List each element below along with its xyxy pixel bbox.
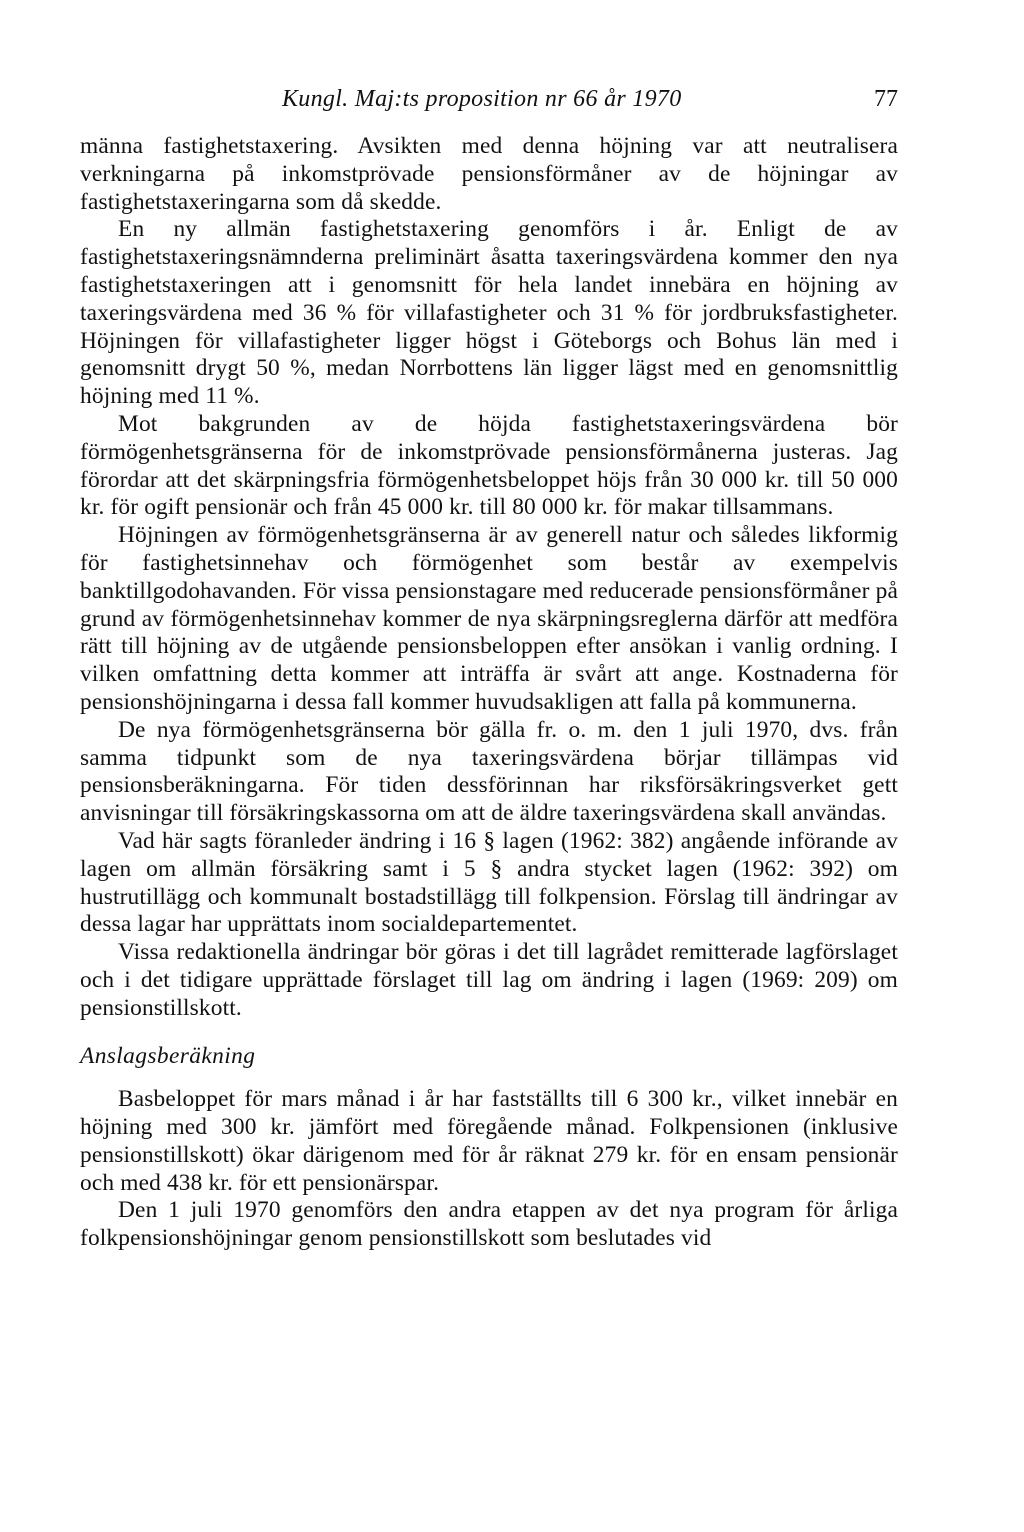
section-heading: Anslagsberäkning xyxy=(80,1042,256,1069)
paragraph: Mot bakgrunden av de höjda fastighetstaxeringsvärdena bör förmögenhetsgränserna för de inkomstprövade pensionsförmånerna justeras. Jag förordar att det skärpningsfria förmögenhetsbeloppet höjs från 30 000 kr. till 50 000 kr. för ogift pensionär och från 45 000 kr. till 80 000 kr. för makar tillsammans. xyxy=(80,410,898,521)
paragraph: Höjningen av förmögenhetsgränserna är av generell natur och således likformig för fastighetsinnehav och förmögenhet som består av exempelvis banktillgodohavanden. För vissa pensionstagare med reducerade pensionsförmåner på grund av förmögenhetsinnehav kommer de nya skärpningsreglerna därför att medföra rätt till höjning av de utgående pensionsbeloppen efter ansökan i vanlig ordning. I vilken omfattning detta kommer att inträffa är svårt att ange. Kostnaderna för pensionshöjningarna i dessa fall kommer huvudsakligen att falla på kommunerna. xyxy=(80,522,898,715)
paragraph: Basbeloppet för mars månad i år har fastställts till 6 300 kr., vilket innebär en höjning med 300 kr. jämfört med föregående månad. Folkpensionen (inklusive pensionstillskott) ökar därigenom med för år räknat 279 kr. för en ensam pensionär och med 438 kr. för ett pensionärspar. xyxy=(80,1086,898,1196)
running-header xyxy=(80,86,898,118)
paragraph-continued: männa fastighetstaxering. Avsikten med denna höjning var att neutralisera verkningarna på inkomstprövade pensionsförmåner av de höjningar av fastighetstaxeringarna som då skedde. xyxy=(80,133,898,215)
paragraph: Vad här sagts föranleder ändring i 16 § lagen (1962: 382) angående införande av lagen om allmän försäkring samt i 5 § andra stycket lagen (1962: 392) om hustrutillägg och kommunalt bostadstillägg till folkpension. Förslag till ändringar av dessa lagar har upprättats inom socialdepartementet. xyxy=(80,827,898,938)
page-number: 77 xyxy=(874,86,898,112)
body-text xyxy=(80,133,898,1253)
paragraph: En ny allmän fastighetstaxering genomförs i år. Enligt de av fastighetstaxeringsnämnderna preliminärt åsatta taxeringsvärdena kommer den nya fastighetstaxeringen att i genomsnitt för hela landet innebära en höjning av taxeringsvärdena med 36 % för villafastigheter och 31 % för jordbruksfastigheter. Höjningen för villafastigheter ligger högst i Göteborgs och Bohus län med i genomsnitt drygt 50 %, medan Norrbottens län ligger lägst med en genomsnittlig höjning med 11 %. xyxy=(80,216,898,410)
paragraph: De nya förmögenhetsgränserna bör gälla fr. o. m. den 1 juli 1970, dvs. från samma tidpunkt som de nya taxeringsvärdena börjar tillämpas vid pensionsberäkningarna. För tiden dessförinnan har riksförsäkringsverket gett anvisningar till försäkringskassorna om att de äldre taxeringsvärdena skall användas. xyxy=(80,716,898,827)
running-header-title: Kungl. Maj:ts proposition nr 66 år 1970 xyxy=(282,86,682,112)
paragraph: Den 1 juli 1970 genomförs den andra etappen av det nya program för årliga folkpensionshöjningar genom pensionstillskott som beslutades vid xyxy=(80,1197,898,1252)
paragraph: Vissa redaktionella ändringar bör göras i det till lagrådet remitterade lagförslaget och i det tidigare upprättade förslaget till lag om ändring i lagen (1969: 209) om pensionstillskott. xyxy=(80,939,898,1021)
